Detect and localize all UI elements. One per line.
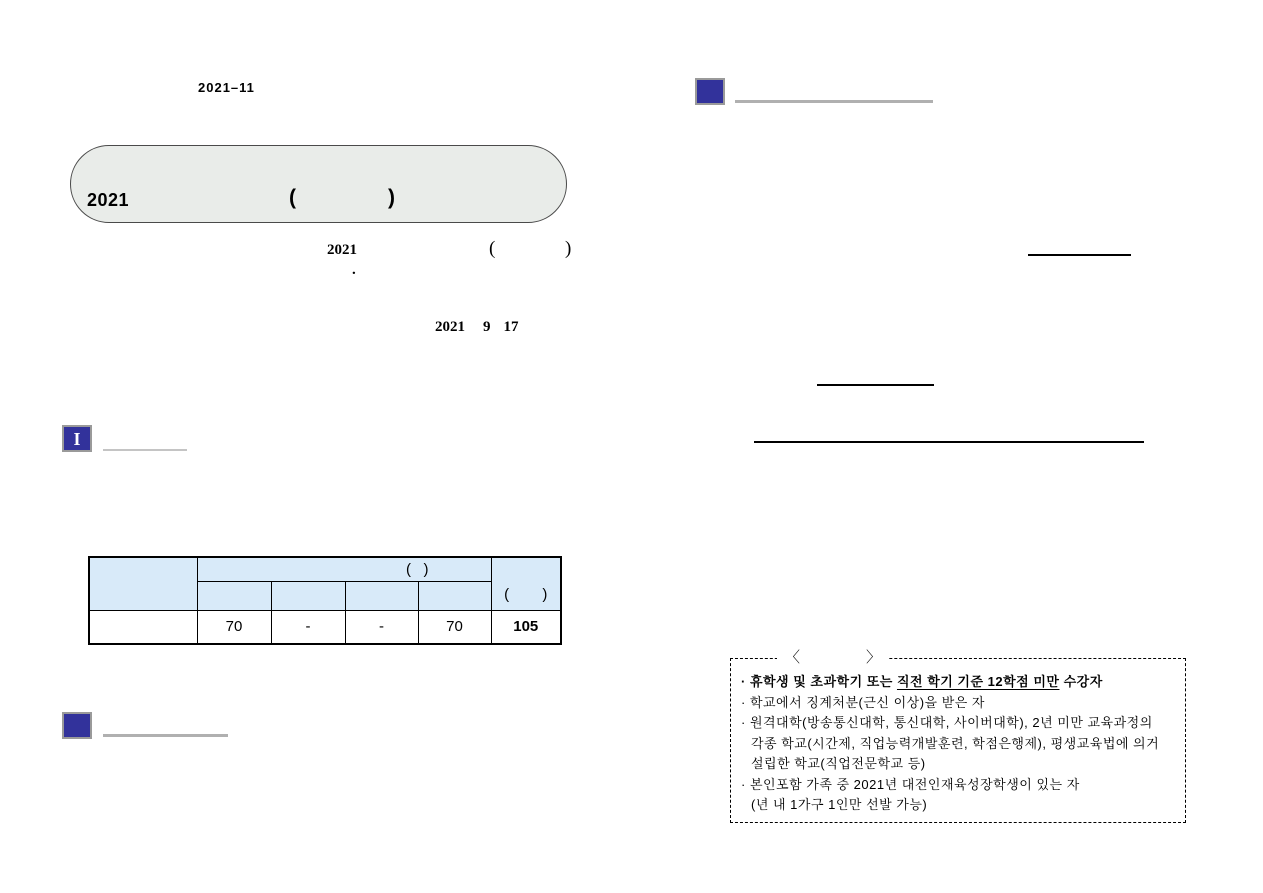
table-value-4: 70	[418, 610, 491, 644]
banner-close-paren: )	[388, 186, 395, 209]
exclusion-notice-box	[730, 649, 1186, 823]
section-1-underline	[103, 449, 187, 451]
notice-line-1	[741, 672, 1179, 693]
doc-number: 2021–11	[198, 80, 255, 95]
notice-line-7: (년 내 1가구 1인만 선발 가능)	[751, 797, 928, 812]
announcement-date	[435, 319, 519, 336]
notice-box-title	[777, 648, 889, 668]
subtitle-year: 2021	[327, 242, 357, 258]
notice-title-open-bracket: 〈	[785, 649, 801, 666]
subtitle-open-paren: (	[489, 238, 496, 259]
notice-line-6: · 본인포함 가족 중 2021년 대전인재육성장학생이 있는 자	[741, 776, 1080, 792]
notice-line-5: 설립한 학교(직업전문학교 등)	[751, 756, 926, 771]
notice-title-close-bracket: 〉	[866, 649, 882, 666]
notice-line-1-post: 수강자	[1059, 674, 1103, 689]
banner-year: 2021	[87, 190, 130, 210]
notice-line-2: · 학교에서 징계처분(근신 이상)을 받은 자	[741, 694, 985, 710]
notice-line-4: 각종 학교(시간제, 직업능력개발훈련, 학점은행제), 평생교육법에 의거	[751, 735, 1160, 751]
table-subheader-3	[345, 581, 418, 610]
section-1-numeral: I	[73, 428, 81, 449]
table-subheader-2	[271, 581, 345, 610]
notice-line-1-pre: · 휴학생 및 초과학기 또는	[741, 674, 897, 689]
date-day: 17	[503, 319, 519, 335]
table-value-3: -	[345, 610, 418, 644]
table-value-2: -	[271, 610, 345, 644]
table-total-value: 105	[491, 610, 561, 644]
table-total-header: ( )	[491, 557, 561, 610]
section-2-marker	[62, 712, 92, 739]
section-1-marker	[62, 425, 92, 452]
date-year: 2021	[435, 319, 465, 335]
table-value-1: 70	[197, 610, 271, 644]
subtitle-period: .	[352, 262, 356, 278]
table-row	[89, 610, 561, 644]
banner-open-paren: (	[289, 186, 296, 209]
emphasis-underline-1	[1028, 254, 1131, 256]
selection-quota-table	[88, 556, 562, 645]
title-banner	[70, 145, 567, 223]
table-group-header: ( )	[197, 557, 491, 581]
subtitle-close-paren: )	[565, 238, 572, 259]
section-2-underline	[103, 734, 228, 737]
notice-line-1-underlined: 직전 학기 기준 12학점 미만	[896, 674, 1060, 689]
emphasis-underline-2	[817, 384, 934, 386]
notice-line-3: · 원격대학(방송통신대학, 통신대학, 사이버대학), 2년 미만 교육과정의	[741, 715, 1153, 730]
section-3-underline	[735, 100, 933, 103]
date-month: 9	[483, 319, 491, 335]
table-corner-cell	[89, 557, 197, 610]
emphasis-underline-3	[754, 441, 1144, 443]
section-3-marker	[695, 78, 725, 105]
table-row-label	[89, 610, 197, 644]
table-subheader-1	[197, 581, 271, 610]
table-subheader-4	[418, 581, 491, 610]
